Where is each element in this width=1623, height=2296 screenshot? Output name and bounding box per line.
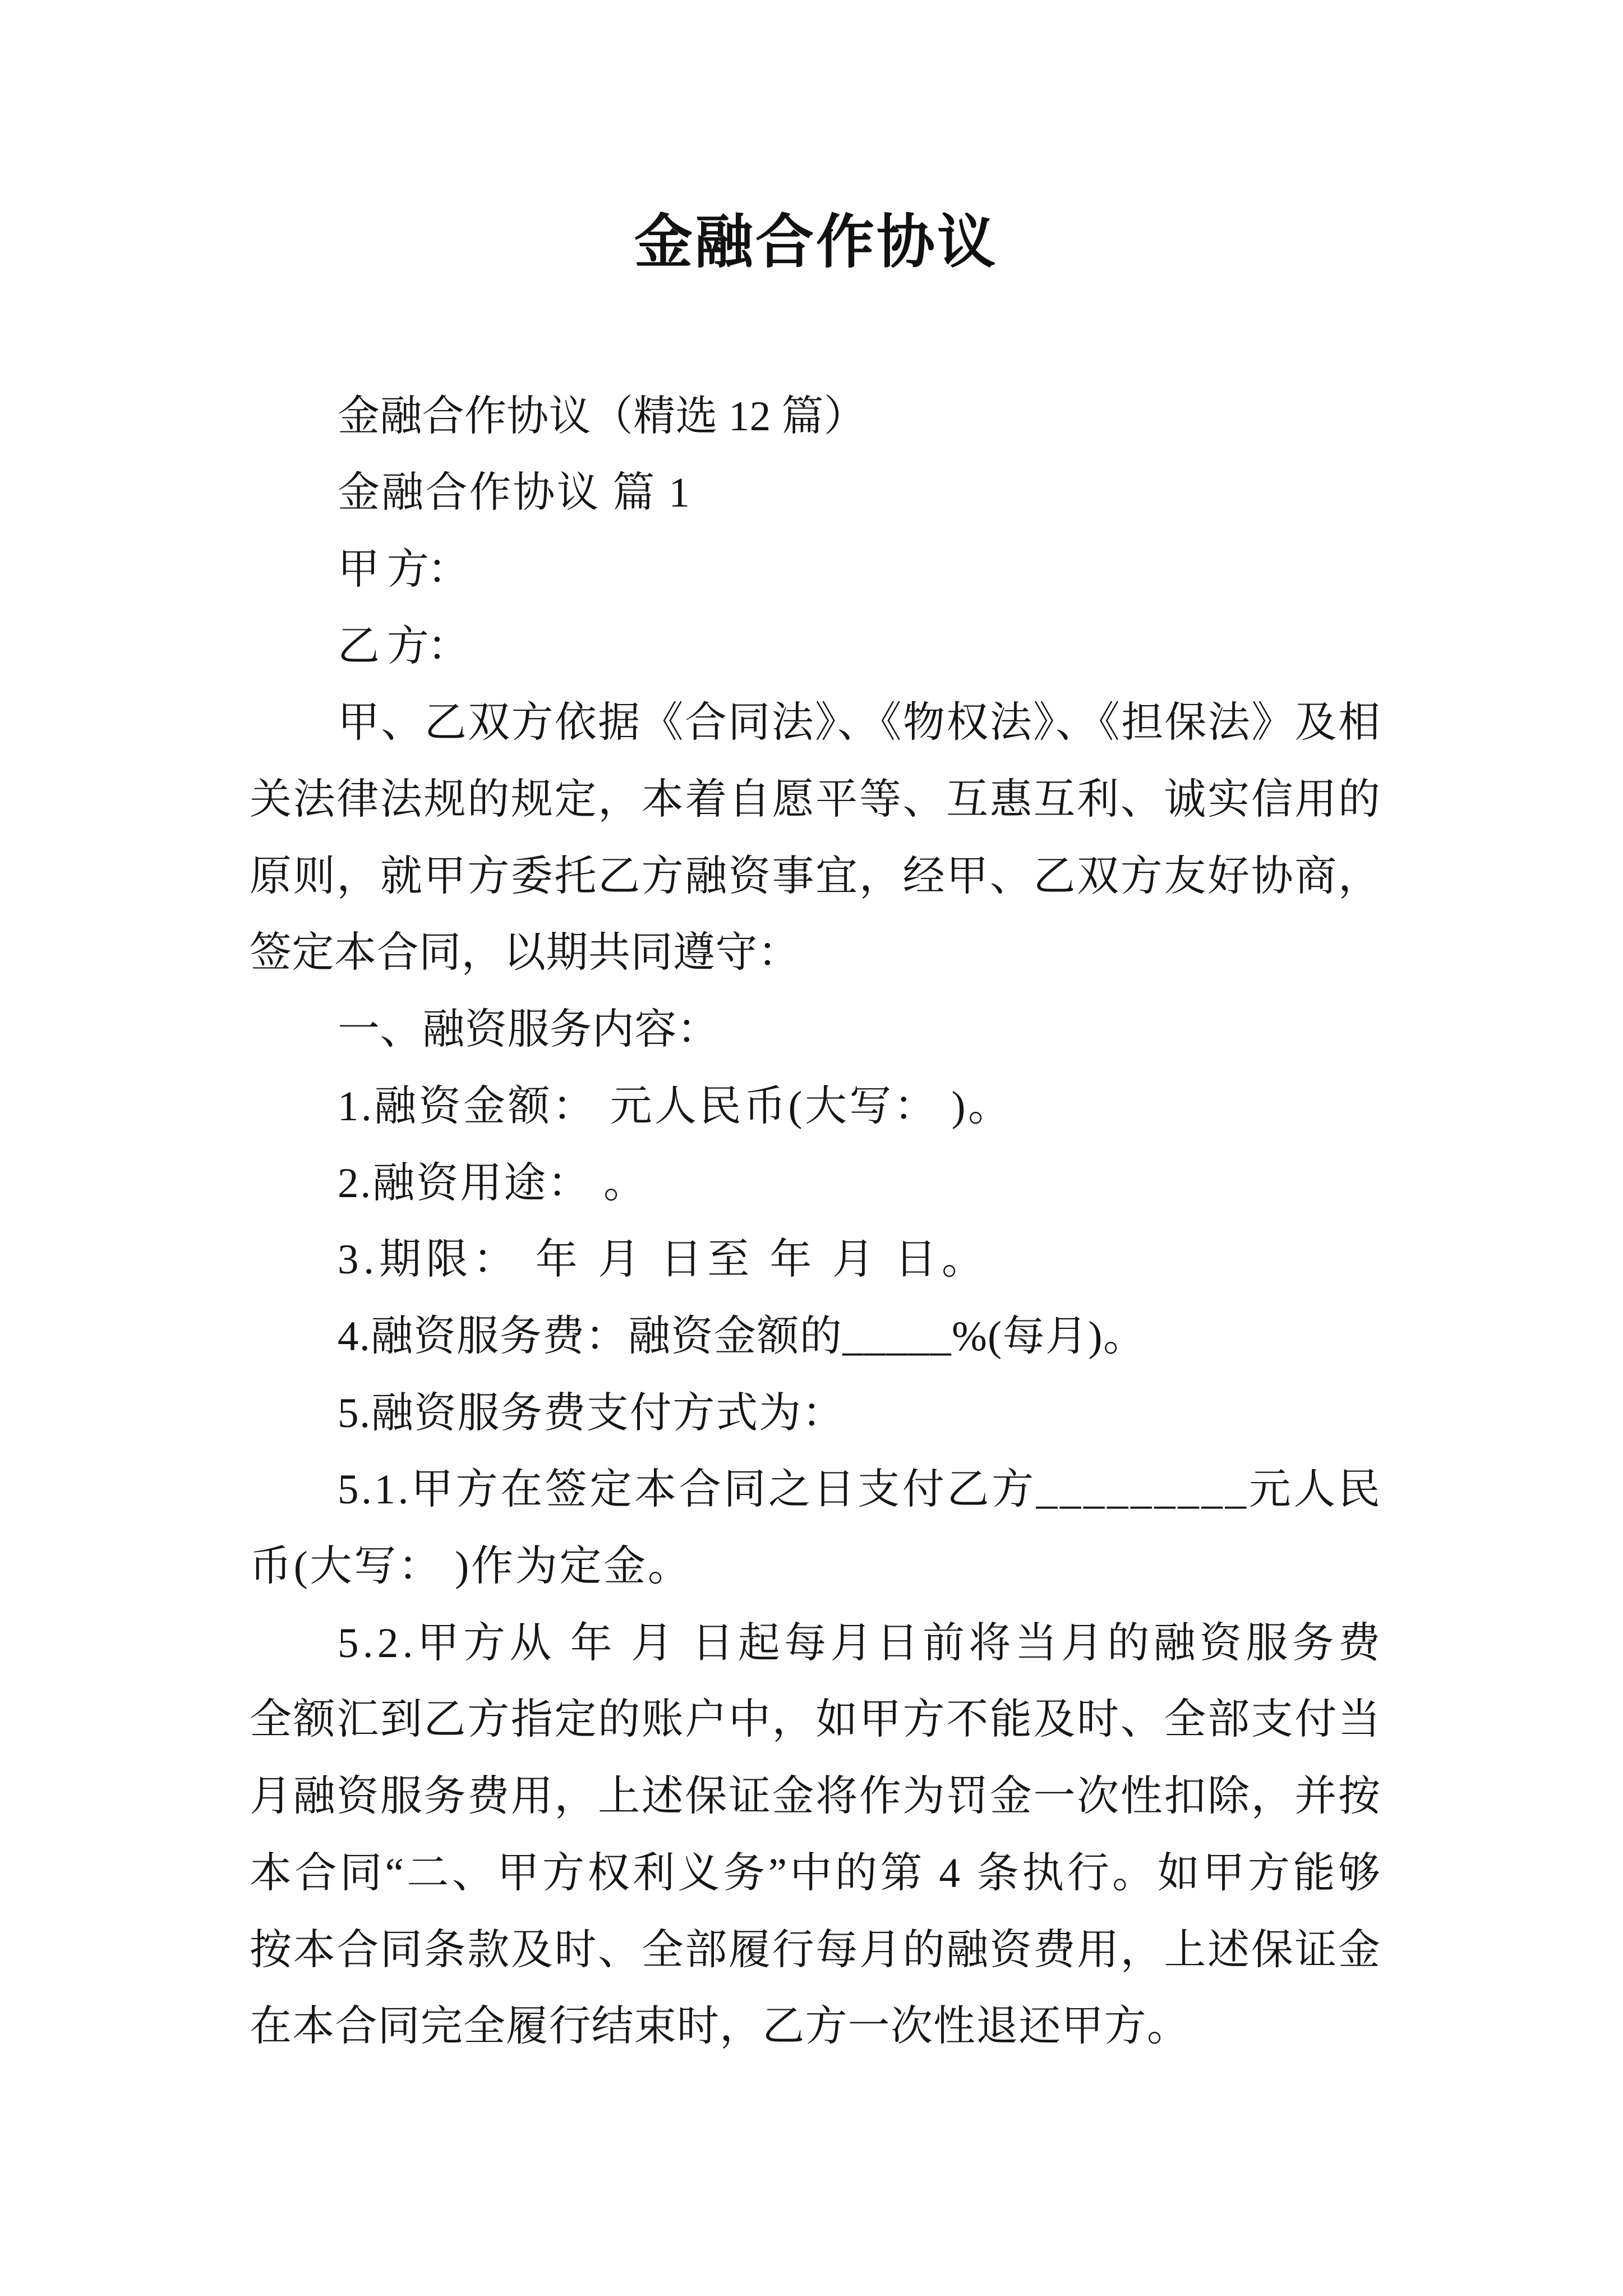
clause-line: 按本合同条款及时、全部履行每月的融资费用，上述保证金 [250,1927,1381,1973]
clause-line: 1.融资金额： 元人民币(大写： )。 [338,1083,1011,1130]
article-heading: 金融合作协议 篇 1 [338,470,690,516]
clause-line: 3.期限： 年 月 日至 年 月 日。 [338,1236,984,1283]
clause-line: 币(大写： )作为定金。 [250,1543,690,1590]
clause-line: 本合同“二、甲方权利义务”中的第 4 条执行。如甲方能够 [250,1850,1381,1897]
preamble-line: 关法律法规的规定，本着自愿平等、互惠互利、诚实信用的 [250,776,1381,823]
preamble-line: 签定本合同，以期共同遵守： [250,930,800,976]
party-b-line: 乙 方： [338,623,470,670]
section-heading: 一、融资服务内容： [338,1006,720,1053]
clause-line: 2.融资用途： 。 [338,1160,646,1207]
collection-title: 金融合作协议（精选 12 篇） [338,393,866,440]
clause-line: 5.融资服务费支付方式为： [338,1390,845,1437]
preamble-line: 原则，就甲方委托乙方融资事宜，经甲、乙双方友好协商， [250,853,1381,900]
preamble-line: 甲、乙双方依据《合同法》、《物权法》、《担保法》及相 [338,700,1381,746]
clause-line: 5.1.甲方在签定本合同之日支付乙方_________元人民 [338,1466,1381,1513]
document-title: 金融合作协议 [634,210,995,275]
clause-line: 在本合同完全履行结束时，乙方一次性退还甲方。 [250,2003,1189,2050]
clause-line: 全额汇到乙方指定的账户中，如甲方不能及时、全部支付当 [250,1696,1381,1743]
clause-line: 5.2.甲方从 年 月 日起每月日前将当月的融资服务费 [338,1620,1381,1667]
clause-line: 4.融资服务费：融资金额的_____%(每月)。 [338,1313,1146,1360]
party-a-line: 甲 方： [338,546,470,593]
clause-line: 月融资服务费用，上述保证金将作为罚金一次性扣除，并按 [250,1773,1381,1820]
